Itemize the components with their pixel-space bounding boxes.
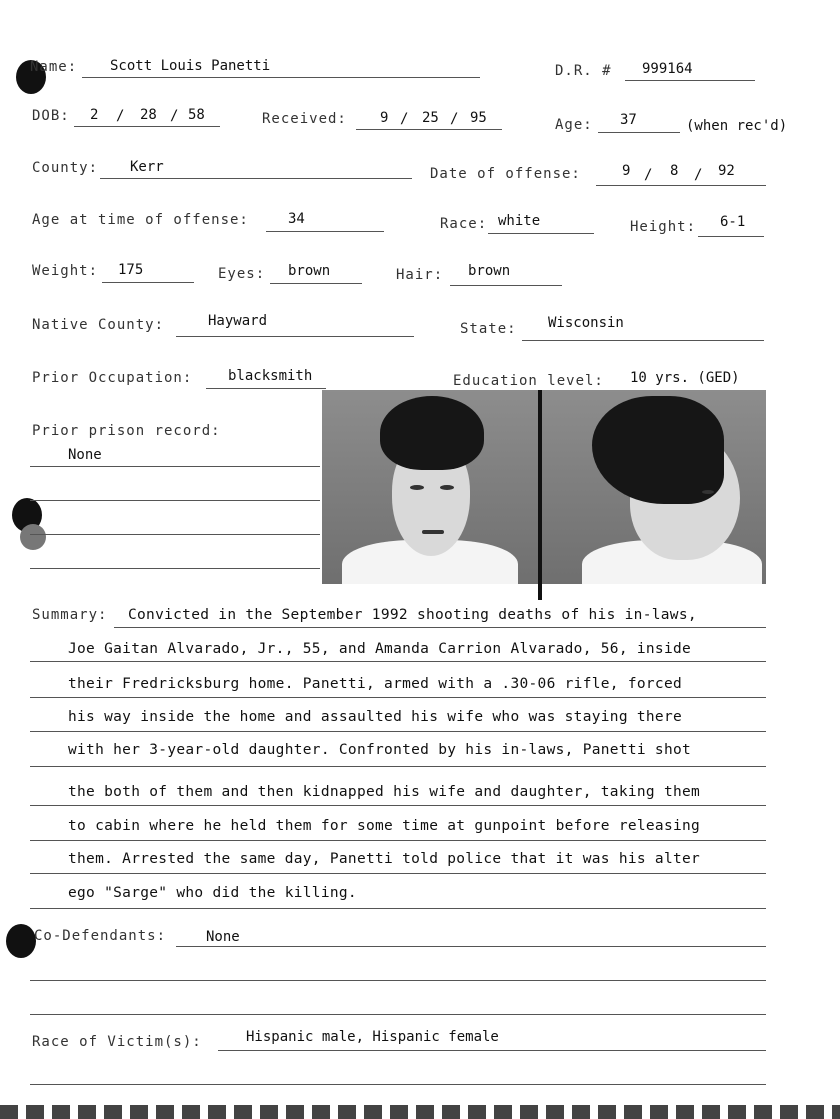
received-label: Received: <box>262 111 347 127</box>
native-county-line <box>176 336 414 337</box>
age-offense-line <box>266 231 384 232</box>
height-line <box>698 236 764 237</box>
height-value: 6-1 <box>720 214 746 230</box>
offense-month: 9 <box>622 163 631 179</box>
hair-label: Hair: <box>396 267 444 283</box>
hair-line <box>450 285 562 286</box>
county-label: County: <box>32 160 99 176</box>
victim-race-label: Race of Victim(s): <box>32 1034 202 1050</box>
county-value: Kerr <box>130 159 164 175</box>
offense-date-label: Date of offense: <box>430 166 581 182</box>
mugshot-profile-photo <box>542 390 766 584</box>
summary-line-9: ego "Sarge" who did the killing. <box>68 885 357 901</box>
dr-value: 999164 <box>642 61 693 77</box>
race-value: white <box>498 213 541 229</box>
summary-line-5: with her 3-year-old daughter. Confronted by his in-laws, Panetti shot <box>68 742 692 758</box>
summary-rule-6 <box>30 805 766 806</box>
weight-value: 175 <box>118 262 144 278</box>
received-line <box>356 129 502 130</box>
prior-line-4 <box>30 568 320 569</box>
dob-sep-2: / <box>170 108 179 124</box>
summary-line-1: Convicted in the September 1992 shooting deaths of his in-laws, <box>128 607 697 623</box>
scan-bottom-edge <box>0 1105 840 1119</box>
prior-line-3 <box>30 534 320 535</box>
weight-label: Weight: <box>32 263 99 279</box>
summary-rule-7 <box>30 840 766 841</box>
summary-rule-4 <box>30 731 766 732</box>
received-sep-1: / <box>400 111 409 127</box>
received-month: 9 <box>380 110 389 126</box>
race-line <box>488 233 594 234</box>
occupation-label: Prior Occupation: <box>32 370 193 386</box>
age-label: Age: <box>555 117 593 133</box>
age-value: 37 <box>620 112 637 128</box>
dob-day: 28 <box>140 107 157 123</box>
state-value: Wisconsin <box>548 315 624 331</box>
dob-line <box>74 126 220 127</box>
eyes-value: brown <box>288 263 331 279</box>
dr-line <box>625 80 755 81</box>
prior-line-1 <box>30 466 320 467</box>
dob-year: 58 <box>188 107 205 123</box>
occupation-value: blacksmith <box>228 368 313 384</box>
offense-date-line <box>596 185 766 186</box>
received-year: 95 <box>470 110 487 126</box>
prior-record-value: None <box>68 447 102 463</box>
summary-line-2: Joe Gaitan Alvarado, Jr., 55, and Amanda Carrion Alvarado, 56, inside <box>68 641 692 657</box>
summary-rule-1 <box>114 627 766 628</box>
summary-line-7: to cabin where he held them for some time at gunpoint before releasing <box>68 818 701 834</box>
victim-race-line-2 <box>30 1084 766 1085</box>
county-line <box>100 178 412 179</box>
height-label: Height: <box>630 219 697 235</box>
victim-race-line <box>218 1050 766 1051</box>
punch-hole-middle-shadow <box>20 524 46 550</box>
eyes-line <box>270 283 362 284</box>
summary-rule-5 <box>30 766 766 767</box>
hair-value: brown <box>468 263 511 279</box>
name-line <box>82 77 480 78</box>
eyes-label: Eyes: <box>218 266 266 282</box>
offense-sep-2: / <box>694 167 703 183</box>
race-label: Race: <box>440 216 488 232</box>
native-county-label: Native County: <box>32 317 165 333</box>
age-line <box>598 132 680 133</box>
victim-race-value: Hispanic male, Hispanic female <box>246 1029 499 1045</box>
codefendants-line-2 <box>30 980 766 981</box>
offense-sep-1: / <box>644 167 653 183</box>
age-note: (when rec'd) <box>686 118 788 134</box>
summary-line-3: their Fredricksburg home. Panetti, armed with a .30-06 rifle, forced <box>68 676 683 692</box>
prior-line-2 <box>30 500 320 501</box>
dob-label: DOB: <box>32 108 70 124</box>
codefendants-line-3 <box>30 1014 766 1015</box>
summary-rule-9 <box>30 908 766 909</box>
native-county-value: Hayward <box>208 313 268 329</box>
punch-hole-bottom <box>6 924 36 958</box>
codefendants-label: Co-Defendants: <box>34 928 167 944</box>
age-offense-value: 34 <box>288 211 305 227</box>
state-label: State: <box>460 321 517 337</box>
summary-rule-2 <box>30 661 766 662</box>
codefendants-line-1 <box>176 946 766 947</box>
summary-rule-3 <box>30 697 766 698</box>
summary-line-8: them. Arrested the same day, Panetti told police that it was his alter <box>68 851 701 867</box>
education-value: 10 yrs. (GED) <box>630 370 740 386</box>
summary-rule-8 <box>30 873 766 874</box>
codefendants-value: None <box>206 929 240 945</box>
name-value: Scott Louis Panetti <box>110 58 271 74</box>
summary-line-4: his way inside the home and assaulted his wife who was staying there <box>68 709 683 725</box>
prior-record-label: Prior prison record: <box>32 423 221 439</box>
offense-day: 8 <box>670 163 679 179</box>
dr-label: D.R. # <box>555 63 612 79</box>
name-label: Name: <box>30 59 78 75</box>
dob-month: 2 <box>90 107 99 123</box>
weight-line <box>102 282 194 283</box>
mugshot-front-photo <box>322 390 538 584</box>
education-label: Education level: <box>453 373 604 389</box>
dob-sep-1: / <box>116 108 125 124</box>
summary-label: Summary: <box>32 607 108 623</box>
occupation-line <box>206 388 326 389</box>
received-sep-2: / <box>450 111 459 127</box>
state-line <box>522 340 764 341</box>
offense-year: 92 <box>718 163 735 179</box>
summary-line-6: the both of them and then kidnapped his wife and daughter, taking them <box>68 784 701 800</box>
received-day: 25 <box>422 110 439 126</box>
age-offense-label: Age at time of offense: <box>32 212 249 228</box>
